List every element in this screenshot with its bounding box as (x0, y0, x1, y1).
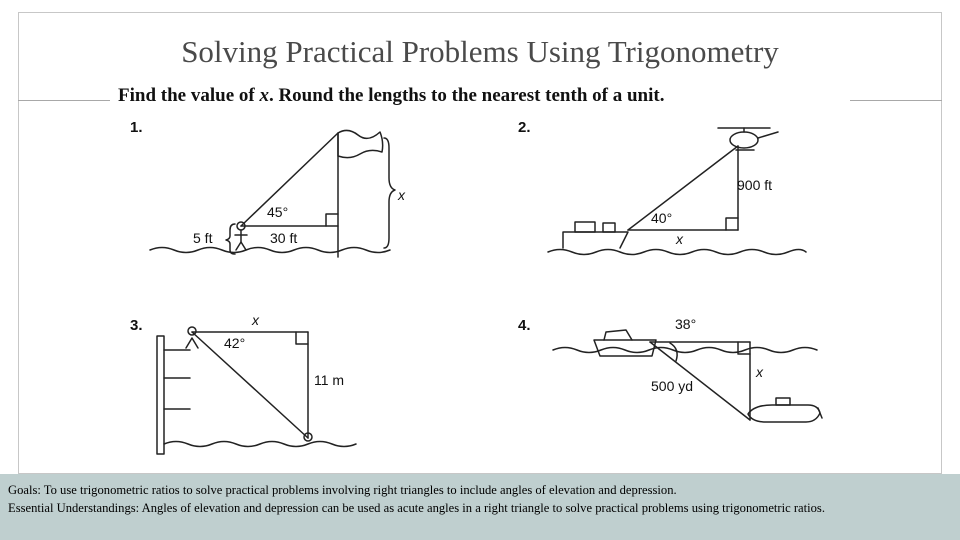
x-brace-1 (384, 138, 395, 248)
helicopter-body (730, 132, 758, 148)
slide-title: Solving Practical Problems Using Trigonometry (181, 34, 779, 69)
problem-1-number: 1. (130, 119, 143, 136)
height-brace-1 (226, 224, 235, 254)
footer-goals-panel (0, 474, 960, 540)
water-wave-2 (548, 250, 806, 255)
helicopter-tail (758, 132, 778, 138)
problem-4-unknown: x (756, 364, 763, 380)
right-angle-mark-1 (326, 214, 338, 226)
sight-line-1 (241, 133, 338, 226)
problem-4-number: 4. (518, 317, 531, 334)
essential-understandings-text: Essential Understandings: Angles of elevation and depression can be used as acute angles in a right triangle to solve practical problems using trigonometric ratios. (8, 500, 825, 515)
problem-3-figure (157, 327, 356, 454)
problem-3-unknown: x (252, 312, 259, 328)
problem-3-height: 11 m (314, 372, 345, 388)
problem-2-unknown: x (676, 231, 683, 247)
cliff-wall (157, 336, 164, 454)
sight-line-3 (192, 332, 308, 438)
ship-cabin (575, 222, 595, 232)
person-legs-1 (236, 242, 246, 250)
instruction-suffix: . Round the lengths to the nearest tenth of a unit. (268, 85, 665, 106)
water-wave-4 (553, 348, 817, 353)
problem-1-height: 5 ft (193, 230, 213, 246)
problem-3-angle: 42° (224, 335, 246, 351)
problem-1-unknown: x (398, 187, 405, 203)
problem-1-distance: 30 ft (270, 230, 298, 246)
problem-1-angle: 45° (267, 204, 289, 220)
surface-boat-hull (594, 340, 656, 356)
right-angle-mark-3 (296, 332, 308, 344)
instruction-prefix: Find the value of (118, 85, 260, 106)
submarine-tower (776, 398, 790, 405)
problem-3-number: 3. (130, 317, 143, 334)
submarine-hull (748, 405, 820, 422)
problem-2-number: 2. (518, 119, 531, 136)
sight-line-2 (628, 146, 738, 230)
surface-boat-cabin (604, 330, 632, 340)
instruction-variable: x (259, 85, 269, 106)
observer-head-3 (188, 327, 196, 335)
ship-hull (563, 232, 628, 248)
ship-deck-box (603, 223, 615, 232)
problem-2-height: 900 ft (737, 177, 773, 193)
goals-text: Goals: To use trigonometric ratios to solve practical problems involving right triangles to include angles of elevation and depression. (8, 483, 677, 497)
ground-wave-1 (150, 248, 390, 253)
water-wave-3 (164, 442, 356, 447)
flag-shape (338, 130, 383, 157)
problem-4-figure (553, 330, 822, 422)
problem-4-angle: 38° (675, 316, 697, 332)
problem-4-hypotenuse: 500 yd (651, 378, 694, 394)
right-angle-mark-2 (726, 218, 738, 230)
problem-2-angle: 40° (651, 210, 673, 226)
observer-body-3 (186, 338, 198, 348)
